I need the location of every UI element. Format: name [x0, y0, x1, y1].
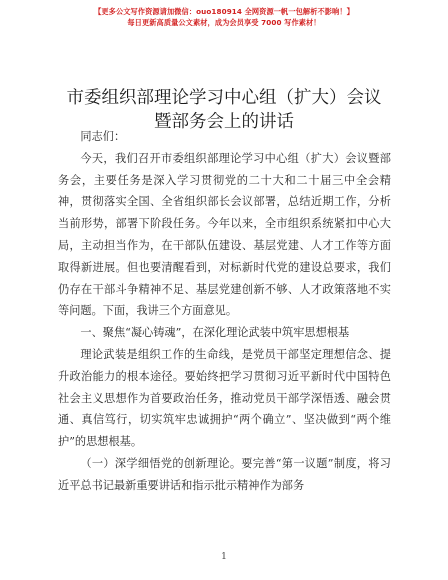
header-banner — [0, 6, 448, 28]
salutation: 同志们： — [80, 130, 126, 143]
document-title: 市委组织部理论学习中心组（扩大）会议暨部务会上的讲话 — [66, 88, 382, 132]
banner-line-1: 【更多公文写作资源请加微信：ouo180914 全网资源一帆一包解析不影响！】 — [94, 7, 354, 16]
banner-line-2: 每日更新高质量公文素材，成为会员享受 7000 写作素材！ — [127, 18, 321, 27]
subsection-1: （一）深学细悟党的创新理论。要完善“第一议题”制度，将习近平总书记最新重要讲话和指示批示精神作为部务 — [58, 456, 391, 492]
document-body — [58, 126, 391, 497]
section-heading-1: 一、聚焦“凝心铸魂”，在深化理论武装中筑牢思想根基 — [80, 326, 350, 340]
paragraph-theory: 理论武装是组织工作的生命线，是党员干部坚定理想信念、提升政治能力的根本途径。要始终把学习贯彻习近平新时代中国特色社会主义思想作为首要政治任务，推动党员干部学深悟透、融会贯通、真信笃行，切实筑牢忠诚拥护“两个确立”、坚决做到“两个维护”的思想根基。 — [58, 347, 391, 449]
page-number: 1 — [221, 552, 227, 562]
paragraph-intro: 今天，我们召开市委组织部理论学习中心组（扩大）会议暨部务会，主要任务是深入学习贯彻党的二十大和二十届三中全会精神，贯彻落实全国、全省组织部长会议部署，总结近期工作，分析当前形势，部署下阶段任务。今年以来，全市组织系统紧扣中心大局，主动担当作为，在干部队伍建设、基层党建、人才工作等方面取得新进展。但也要清醒看到，对标新时代党的建设总要求，我们仍存在干部斗争精神不足、基层党建创新不够、人才政策落地不实等问题。下面，我讲三个方面意见。 — [58, 151, 391, 318]
